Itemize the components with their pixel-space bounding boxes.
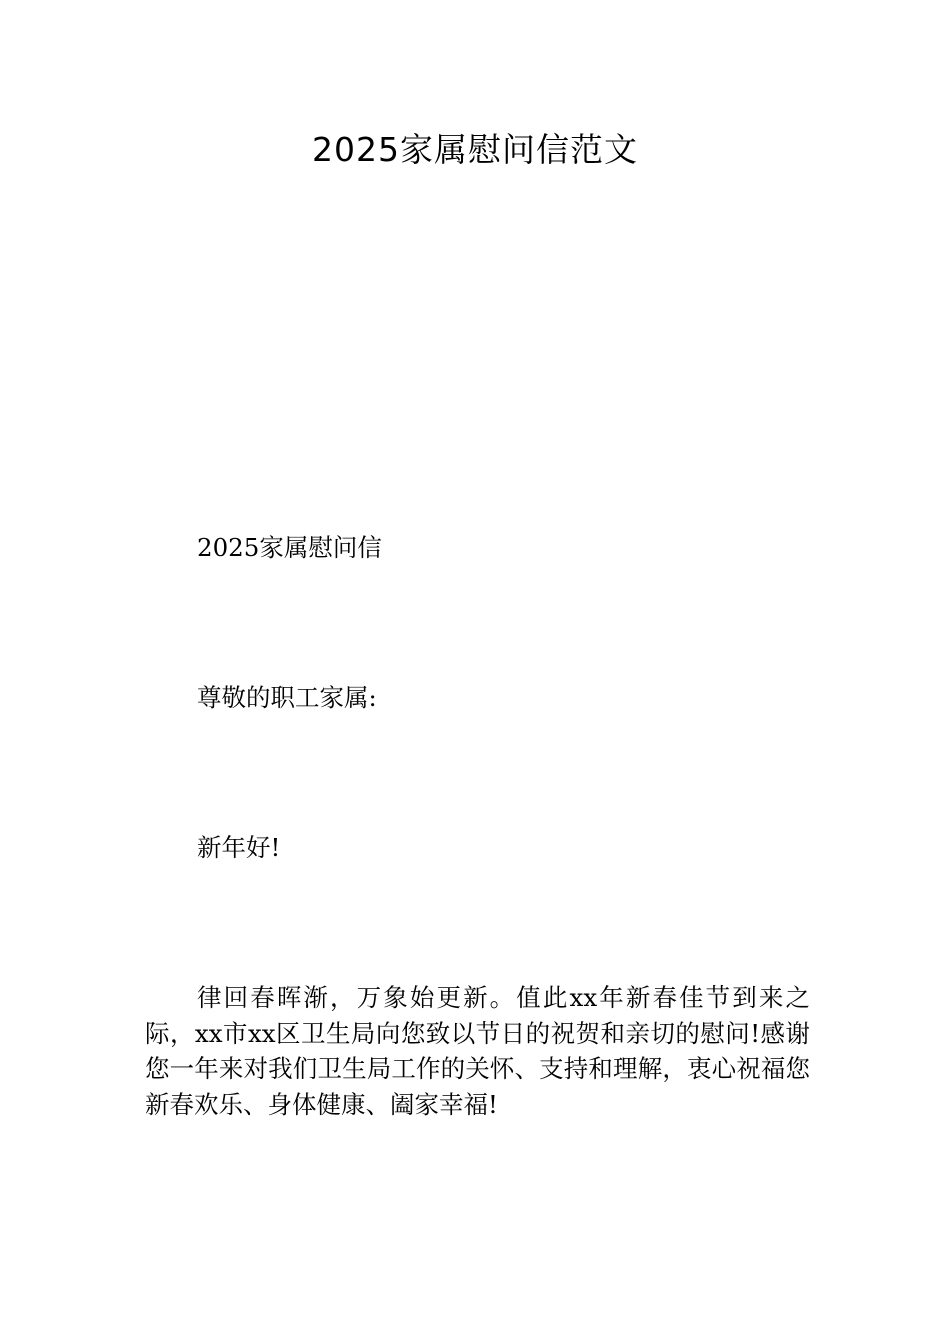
letter-salutation: 尊敬的职工家属: bbox=[197, 683, 377, 712]
letter-body-paragraph: 律回春晖渐，万象始更新。值此xx年新春佳节到来之际，xx市xx区卫生局向您致以节日的祝贺和亲切的慰问!感谢您一年来对我们卫生局工作的关怀、支持和理解，衷心祝福您新春欢乐、身体健康、阖家幸福! bbox=[145, 983, 810, 1119]
letter-greeting: 新年好! bbox=[197, 833, 281, 862]
letter-subtitle: 2025家属慰问信 bbox=[197, 533, 382, 562]
document-title: 2025家属慰问信范文 bbox=[312, 130, 638, 169]
